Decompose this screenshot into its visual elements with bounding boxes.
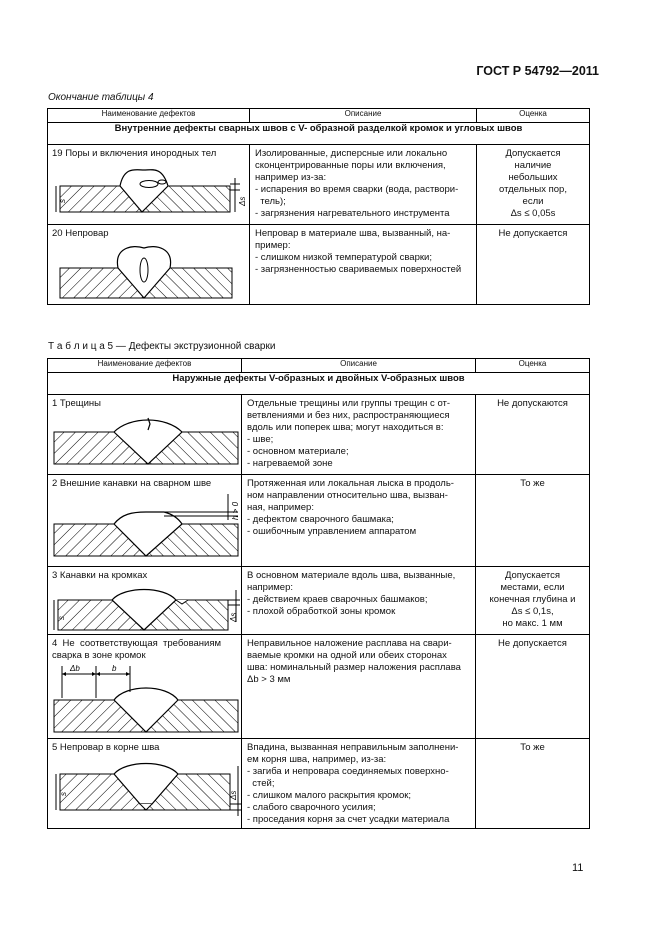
table-row: 3 Канавки на кромках s Δs В основном материале вдоль шва, вызванные, например: - действием краев сварочных башмаков; - плохой обработкой зоны кромок Допускается местами, если конечная глубина и Δs ≤ 0,1s, но макс. 1 мм: [48, 567, 590, 635]
table5-col-eval: Оценка: [476, 359, 590, 373]
defect-name: 19 Поры и включения инородных тел: [52, 148, 217, 159]
table5-section: Наружные дефекты V-образных и двойных V-образных швов: [48, 373, 590, 395]
table5-caption: [48, 341, 275, 352]
table4-col-name: Наименование дефектов: [48, 109, 250, 123]
standard-header: ГОСТ Р 54792—2011: [476, 64, 599, 78]
table4-section: Внутренние дефекты сварных швов с V- образной разделкой кромок и угловых швов: [48, 123, 590, 145]
fig-label-ds: Δs: [229, 612, 238, 622]
defect-lack-of-fusion-figure: [52, 240, 248, 302]
defect-edge-weld-figure: [52, 662, 242, 734]
defect-cracks-figure: [52, 410, 242, 470]
defect-grooves-figure: [52, 490, 242, 562]
defect-name: 2 Внешние канавки на сварном шве: [52, 478, 212, 489]
table5-col-name: Наименование дефектов: [48, 359, 242, 373]
fig-label-s: s: [57, 616, 66, 620]
defect-root-figure: [52, 754, 242, 824]
table5-col-desc: Описание: [242, 359, 476, 373]
fig-label-ds: Δs: [229, 790, 238, 800]
table5-caption-prefix: Т а б л и ц а 5 —: [48, 341, 126, 352]
fig-label-h: h > 0: [231, 501, 240, 520]
table-row: 20 Непровар Непровар в материале шва, вызванный, на- пример: - слишком низкой температурой сварки; - загрязненностью свариваемых поверхностей Не допускается: [48, 225, 590, 305]
fig-label-s: s: [58, 199, 67, 203]
table5: [47, 358, 590, 829]
defect-name: 1 Трещины: [52, 398, 101, 409]
fig-label-ds: Δs: [238, 196, 247, 206]
defect-name: 3 Канавки на кромках: [52, 570, 148, 581]
defect-name: 20 Непровар: [52, 228, 109, 239]
fig-label-s: s: [59, 792, 68, 796]
fig-label-b: b: [112, 664, 117, 673]
table-row: 5 Непровар в корне шва s Δs Впадина, вызванная неправильным заполнени- ем корня шва, например, из-за: - загиба и непровара соединяемых поверхно- стей; - слишком малого раскрытия кромок; - слабого сварочного усилия; - проседания корня за счет усадки материала То же: [48, 739, 590, 829]
table-row: 19 Поры и включения инородных тел s Δs Изолированные, дисперсные или локально сконцентрированные поры или включения, например из-за: - испарения во время сварки (вода, раствори- тель); - загрязнения нагревательного инструмента Допускается наличие небольших отдельных пор, если Δs ≤ 0,05s: [48, 145, 590, 225]
table4-caption: Окончание таблицы 4: [48, 92, 154, 103]
table-row: 2 Внешние канавки на сварном шве h > 0 Протяженная или локальная лыска в продоль- ном направлении относительно шва, вызван- ная, например: - дефектом сварочного башмака; - ошибочным управлением аппаратом То же: [48, 475, 590, 567]
table4-col-eval: Оценка: [477, 109, 590, 123]
defect-name-line2: сварка в зоне кромок: [52, 650, 146, 661]
table-row: 4 Не соответствующая требованиям сварка в зоне кромок Δb b Неправильное наложение расплава на свари- ваемые кромки на одной или обеих сторонах шва: номинальный размер наложения расплава Δb > 3 мм Не допускается: [48, 635, 590, 739]
table4-col-desc: Описание: [250, 109, 477, 123]
defect-edge-grooves-figure: [52, 582, 242, 632]
defect-name-line1: 4 Не соответствующая требованиям: [52, 638, 222, 649]
defect-name: 5 Непровар в корне шва: [52, 742, 160, 753]
table-row: 1 Трещины Отдельные трещины или группы трещин с от- ветвлениями и без них, распространяющиеся вдоль или поперек шва; могут находиться в: - шве; - основном материале; - нагреваемой зоне Не допускаются: [48, 395, 590, 475]
table5-caption-text: Дефекты экструзионной сварки: [128, 341, 276, 352]
page-number: 11: [572, 862, 584, 874]
fig-label-db: Δb: [70, 664, 80, 673]
table4: [47, 108, 590, 305]
defect-pores-figure: [52, 160, 248, 222]
